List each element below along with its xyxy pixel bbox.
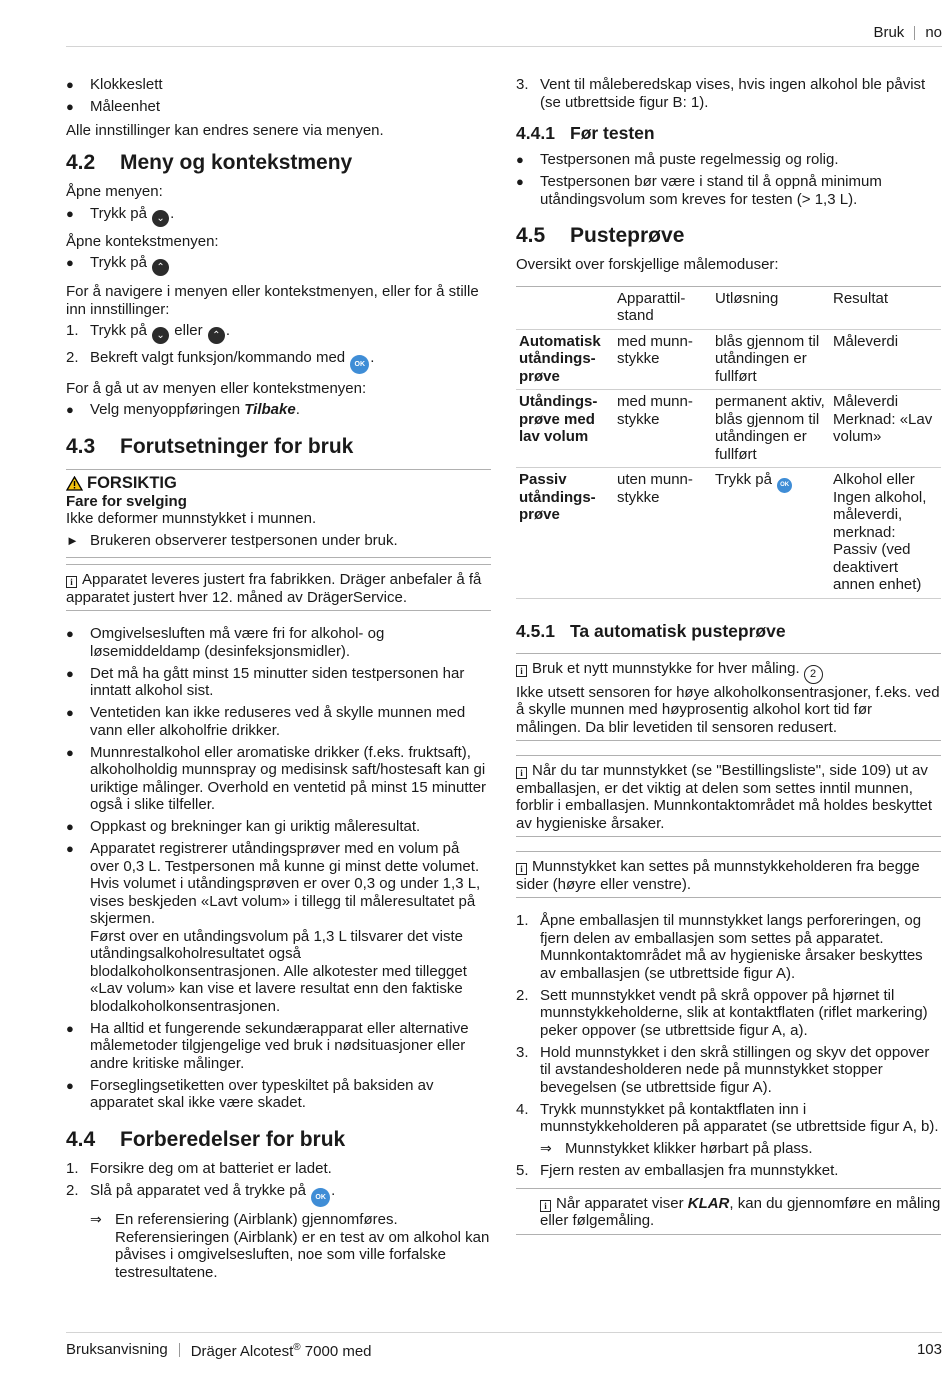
chevron-up-button-icon: ⌃ xyxy=(208,327,225,344)
open-menu-text: Åpne menyen: xyxy=(66,183,163,200)
list-item: ● Trykk på ⌄ . xyxy=(66,205,491,227)
list-item: ● Klokkeslett xyxy=(66,76,163,93)
list-item: 2. Sett munnstykket vendt på skrå oppover på hjørnet til munnstykkeholderne, slik at kontaktflaten (riflet markering) peker oppover (se utbrettside figur A, a). xyxy=(516,986,928,1039)
table-row: Utåndings-prøve med lav volum med munn-stykke permanent aktiv, blås gjennom til utåndingen er fullført Måleverdi Merknad: «Lav volum» xyxy=(516,390,941,468)
navigate-text: For å navigere i menyen eller kontekstmenyen, eller for å stille inn innstillinger: xyxy=(66,283,479,318)
list-item: 2. Bekreft valgt funksjon/kommando med OK . xyxy=(66,349,491,374)
list-item: 2. Slå på apparatet ved å trykke på OK . xyxy=(66,1182,491,1207)
footer-product: Dräger Alcotest® 7000 med xyxy=(190,1342,372,1360)
ok-button-icon: OK xyxy=(777,478,792,493)
intro-note: Alle innstillinger kan endres senere via menyen. xyxy=(66,121,384,139)
caution-action: ► Brukeren observerer testpersonen under bruk. xyxy=(66,531,398,549)
footer-doc: Bruksanvisning xyxy=(66,1341,168,1358)
chevron-up-button-icon: ⌃ xyxy=(152,259,169,276)
header-section: Bruk xyxy=(873,24,905,41)
measurement-modes-table xyxy=(516,286,941,599)
list-item: 1. Forsikre deg om at batteriet er ladet. xyxy=(66,1159,332,1177)
page-footer xyxy=(66,1339,942,1361)
caution-title: FORSIKTIG xyxy=(66,474,491,493)
header-divider xyxy=(914,26,915,40)
left-column xyxy=(66,76,491,1286)
info-icon: i xyxy=(516,665,527,677)
caution-box xyxy=(66,469,491,559)
list-item: ● Apparatet registrerer utåndingsprøver med en volum på over 0,3 L. Testpersonen må kunne gi minst dette volumet. Hvis volumet i utåndingsprøven er over 0,3 og under 1,3 L, vises beskjeden «Lavt volum» i tillegg til måleresultatet på skjermen. Først over en utåndingsvolum på 1,3 L tilsvarer det viste utåndingsalkoholresultatet også blodalkoholkonsentrasjonen. Alle alkotester med tillegget «Lav volum» kan vise et lavere resultat enn den faktiske blodalkoholkonsentrasjonen. xyxy=(66,840,481,1015)
section-heading-4-5: 4.5 Pusteprøve xyxy=(516,224,685,247)
section-heading-4-2: 4.2 Meny og kontekstmeny xyxy=(66,151,353,174)
footer-divider xyxy=(179,1343,180,1357)
info-icon: i xyxy=(516,767,527,779)
list-item: ● Velg menyoppføringen Tilbake. xyxy=(66,401,300,418)
list-item: ● Testpersonen må puste regelmessig og rolig. xyxy=(516,151,839,168)
list-item: ● Trykk på ⌃ xyxy=(66,254,491,276)
list-item: ● Ventetiden kan ikke reduseres ved å skylle munnen med vann eller alkoholfrie drikker. xyxy=(66,704,466,739)
open-context-text: Åpne kontekstmenyen: xyxy=(66,232,219,250)
info-box: i Apparatet leveres justert fra fabrikken. Dräger anbefaler å få apparatet justert hver 12. måned av DrägerService. xyxy=(66,564,491,611)
caution-subtitle: Fare for svelging xyxy=(66,492,187,510)
list-item: 1. Trykk på ⌄ eller ⌃ . xyxy=(66,322,491,344)
header-rule xyxy=(66,46,942,47)
section-heading-4-3: 4.3 Forutsetninger for bruk xyxy=(66,434,354,458)
caution-text: Ikke deformer munnstykket i munnen. xyxy=(66,510,317,527)
info-box: i Munnstykket kan settes på munnstykkeholderen fra begge sider (høyre eller venstre). xyxy=(516,851,941,898)
list-item: ● Ha alltid et fungerende sekundærapparat eller alternative målemetoder tilgjengelige ved bruk i nødsituasjoner eller andre kritiske målinger. xyxy=(66,1019,469,1072)
info-icon: i xyxy=(540,1200,551,1212)
ok-button-icon: OK xyxy=(311,1188,330,1207)
list-item: ● Forseglingsetiketten over typeskiltet på baksiden av apparatet skal ikke være skadet. xyxy=(66,1076,434,1111)
info-box: i Når du tar munnstykket (se "Bestillingsliste", side 109) ut av emballasjen, er det viktig at delen som settes inntil munnen, forblir i emballasjen. Munnkontaktområdet må holdes beskyttet av hygieniske årsaker. xyxy=(516,755,941,837)
warning-triangle-icon xyxy=(66,476,83,491)
page-header xyxy=(873,24,942,42)
table-header-row: Apparattil-stand Utløsning Resultat xyxy=(516,286,941,329)
section-heading-4-4-1: 4.4.1 Før testen xyxy=(516,123,655,143)
mode-intro: Oversikt over forskjellige målemoduser: xyxy=(516,256,779,273)
info-box: i Bruk et nytt munnstykke for hver måling. 2 Ikke utsett sensoren for høye alkoholkonsentrasjoner, f.eks. ved å skylle munnen med høyprosentig alkohol kort tid før målingen. Da blir levetiden til sensoren redusert. xyxy=(516,653,941,742)
table-row: Automatisk utåndings-prøve med munn-stykke blås gjennom til utåndingen er fullført Måleverdi xyxy=(516,329,941,390)
list-item: ● Det må ha gått minst 15 minutter siden testpersonen har inntatt alkohol sist. xyxy=(66,664,465,699)
footer-rule xyxy=(66,1332,942,1333)
list-item: ● Testpersonen bør være i stand til å oppnå minimum utåndingsvolum som kreves for testen (> 1,3 L). xyxy=(516,173,882,208)
info-icon: i xyxy=(66,576,77,588)
exit-text: For å gå ut av menyen eller kontekstmenyen: xyxy=(66,379,367,397)
list-item: ● Omgivelsesluften må være fri for alkohol- og løsemiddeldamp (desinfeksjonsmidler). xyxy=(66,625,385,660)
list-item: ● Munnrestalkohol eller aromatiske drikker (f.eks. fruktsaft), alkoholholdig munnspray og medisinsk saft/hostesaft kan gi uriktige målinger. Overhold en ventetid på minst 15 minutter også i slike tilfeller. xyxy=(66,743,487,813)
ok-button-icon: OK xyxy=(350,355,369,374)
header-lang: no xyxy=(925,24,942,41)
section-heading-4-5-1: 4.5.1 Ta automatisk pusteprøve xyxy=(516,620,786,641)
list-item: 1. Åpne emballasjen til munnstykket langs perforeringen, og fjern delen av emballasjen som settes på apparatet. Munnkontaktområdet må av hygieniske årsaker beskyttes av emballasjen (se utbrettside figur A). xyxy=(516,912,923,982)
section-heading-4-4: 4.4 Forberedelser for bruk xyxy=(66,1127,346,1151)
page-number: 103 xyxy=(916,1341,942,1358)
info-box: i Når apparatet viser KLAR, kan du gjennomføre en måling eller følgemåling. xyxy=(516,1188,941,1235)
result-item: ⇒ Munnstykket klikker hørbart på plass. xyxy=(540,1140,813,1157)
chevron-down-button-icon: ⌄ xyxy=(152,327,169,344)
list-item: 3. Hold munnstykket i den skrå stillingen og skyv det oppover til avstandesholderen nede på munnstykket stopper bevegelsen (se utbrettside figur A). xyxy=(516,1043,930,1096)
info-icon: i xyxy=(516,863,527,875)
list-item: ● Oppkast og brekninger kan gi uriktig måleresultat. xyxy=(66,818,421,835)
right-column xyxy=(516,76,941,1249)
chevron-down-button-icon: ⌄ xyxy=(152,210,169,227)
table-row: Passiv utåndings-prøve uten munn-stykke Trykk på OK Alkohol eller Ingen alkohol, måleverdi, merknad: Passiv (ved deaktivert annen enhet) xyxy=(516,468,941,599)
list-item: ● Måleenhet xyxy=(66,98,161,115)
list-item: 3. Vent til måleberedskap vises, hvis ingen alkohol ble påvist (se utbrettside figur B: 1). xyxy=(516,76,926,111)
list-item: 4. Trykk munnstykket på kontaktflaten inn i munnstykkeholderen på apparatet (se utbrettside figur A, b). xyxy=(516,1100,939,1135)
list-item: 5. Fjern resten av emballasjen fra munnstykket. xyxy=(516,1162,839,1179)
numbered-figure-icon: 2 xyxy=(804,665,823,684)
result-item: ⇒ En referensiering (Airblank) gjennomføres. Referensieringen (Airblank) er en test av om alkohol kan påvises i omgivelsesluften, noe som ville forfalske testresultatene. xyxy=(90,1211,490,1281)
